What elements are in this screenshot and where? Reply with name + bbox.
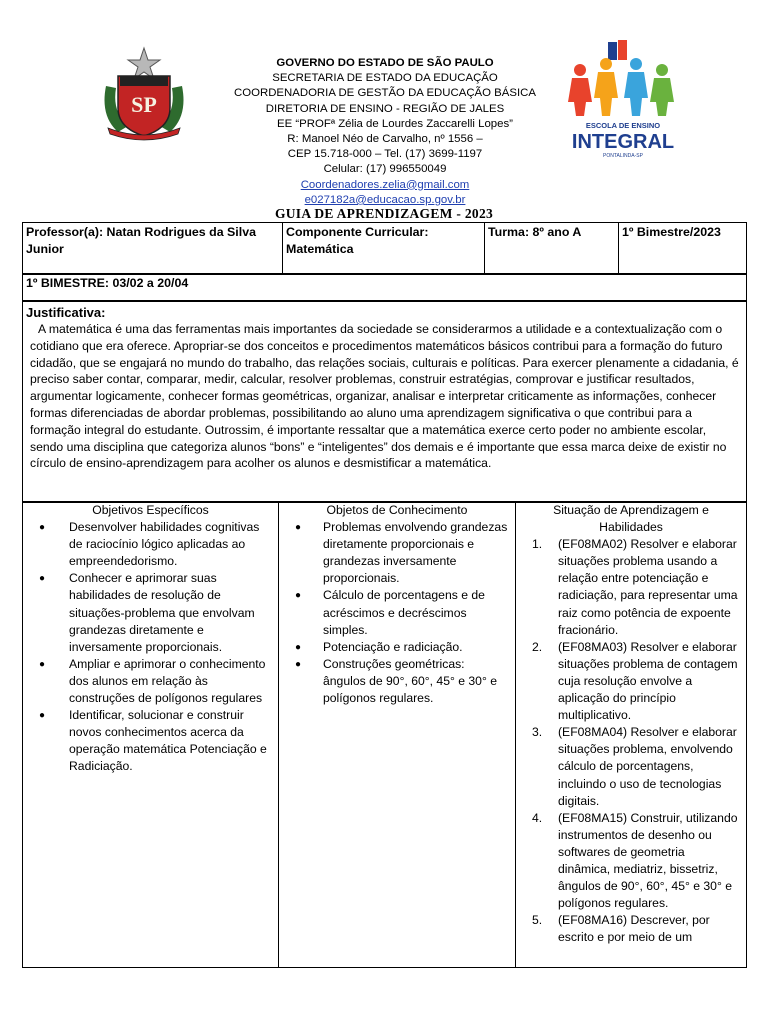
email-link-coordenadores[interactable]: Coordenadores.zelia@gmail.com [300,178,470,191]
item-number: 4. [532,810,543,825]
guide-title: GUIA DE APRENDIZAGEM - 2023 [274,206,494,221]
list-item [522,639,740,724]
list-item [522,810,740,913]
justification-body: A matemática é uma das ferramentas mais importantes da sociedade se considerarmos a utilidade e a contextualização com o cotidiano que era oferece. Apropriar-se dos conceitos e procedimentos matemáticos básicos contribui para a formação do futuro cidadão, que se engajará no mundo do trabalho, das relações sociais, culturais e políticas. Para exercer plenamente a cidadania, é preciso saber contar, comparar, medir, calcular, resolver problemas, construir estratégias, comprovar e justificar resultados, argumentar logicamente, conhecer formas geométricas, organizar, analisar e interpretar criticamente as informações, conhecer formas diferenciadas de abordar problemas, possibilitando ao aluno uma aprendizagem significativa o que contribui para a formação integral do estudante. Outrossim, é importante ressaltar que a matemática exerce certo poder no ambiente escolar, sendo uma disciplina que categoriza alunos “bons” e “inteligentes” dos demais e é importante que essa marca deixe de existir no círculo de ensino-aprendizagem para acolher os alunos e desmistificar a matemática. [30,322,739,471]
seal-letters: SP [131,92,157,117]
escola-integral-logo [558,40,688,162]
knowledge-list [285,519,509,707]
list-item [522,912,740,946]
item-text: (EF08MA04) Resolver e elaborar situações problema, envolvendo cálculo de porcentagens, incluindo o uso de tecnologias digitais. [558,725,737,808]
government-line: GOVERNO DO ESTADO DE SÃO PAULO [276,57,494,69]
item-text: (EF08MA15) Construir, utilizando instrumentos de desenho ou softwares de geometria dinâmica, mediatriz, bissetriz, ângulos de 90°, 60°, 45° e 30° e polígonos regulares. [558,810,738,911]
list-item: ● Problemas envolvendo grandezas diretamente proporcionais e grandezas inversamente proporcionais. [285,519,509,587]
item-number: 1. [532,537,543,552]
list-item: ● Identificar, solucionar e construir novos conhecimentos acerca da operação matemática Potenciação e Radiciação. [29,707,272,775]
skills-list [522,536,740,946]
sao-paulo-state-seal [98,46,190,142]
item-text: (EF08MA16) Descrever, por escrito e por meio de um [558,913,710,945]
objectives-header: Objetivos Específicos [92,503,209,517]
skills-header: Situação de Aprendizagem e Habilidades [553,503,709,535]
logo-line3: PONTALINDA-SP [603,153,643,159]
school-name: EE “PROFª Zélia de Lourdes Zaccarelli Lopes” [277,117,513,130]
email-link-school[interactable]: e027182a@educacao.sp.gov.br [304,193,466,206]
logo-line2: INTEGRAL [571,131,675,153]
address-street: R: Manoel Néo de Carvalho, nº 1556 – [287,133,483,146]
term-cell: 1º Bimestre/2023 [619,223,747,275]
subject-cell: Componente Curricular: Matemática [283,223,485,275]
objectives-list [29,519,272,775]
info-table [22,222,747,275]
item-text: (EF08MA02) Resolver e elaborar situações problema usando a relação entre potenciação e radiciação, para representar uma raiz como potência de expoente fracionário. [558,537,738,637]
list-item: ● Desenvolver habilidades cognitivas de raciocínio lógico aplicadas ao empreendedorismo. [29,519,272,570]
justification-title: Justificativa: [26,305,106,320]
list-item [522,724,740,809]
knowledge-column [279,502,516,968]
list-item: ● Ampliar e aprimorar o conhecimento dos alunos em relação às construções de polígonos regulares [29,656,272,707]
address-cep-phone: CEP 15.718-000 – Tel. (17) 3699-1197 [287,148,483,161]
skills-column [516,502,747,968]
list-item: ● Potenciação e radiciação. [285,639,509,656]
secretariat-line: SECRETARIA DE ESTADO DA EDUCAÇÃO [272,72,498,85]
item-number: 3. [532,725,543,740]
justification-table [22,300,747,503]
cell-phone: Celular: (17) 996550049 [323,163,447,176]
period-table [22,273,747,302]
list-item: ● Cálculo de porcentagens e de acréscimos e decréscimos simples. [285,587,509,638]
item-text: (EF08MA03) Resolver e elaborar situações problema de contagem cuja resolução envolve a aplicação do princípio multiplicativo. [558,639,738,723]
coordination-line: COORDENADORIA DE GESTÃO DA EDUCAÇÃO BÁSICA [234,87,536,100]
item-number: 2. [532,639,543,654]
period-cell: 1º BIMESTRE: 03/02 a 20/04 [23,274,747,302]
list-item [522,536,740,639]
list-item: ● Conhecer e aprimorar suas habilidades de resolução de situações-problema que envolvam grandezas diretamente e inversamente proporcionais. [29,570,272,655]
justification-cell [23,301,747,503]
letterhead [200,56,570,208]
objectives-column [23,502,279,968]
directorate-line: DIRETORIA DE ENSINO - REGIÃO DE JALES [265,102,505,115]
list-item: ● Construções geométricas: ângulos de 90°, 60°, 45° e 30° e polígonos regulares. [285,656,509,707]
learning-table [22,501,747,968]
teacher-cell: Professor(a): Natan Rodrigues da Silva Junior [23,223,283,275]
item-number: 5. [532,913,543,928]
class-cell: Turma: 8º ano A [485,223,619,275]
knowledge-header: Objetos de Conhecimento [326,503,468,517]
logo-line1: ESCOLA DE ENSINO [585,121,661,130]
